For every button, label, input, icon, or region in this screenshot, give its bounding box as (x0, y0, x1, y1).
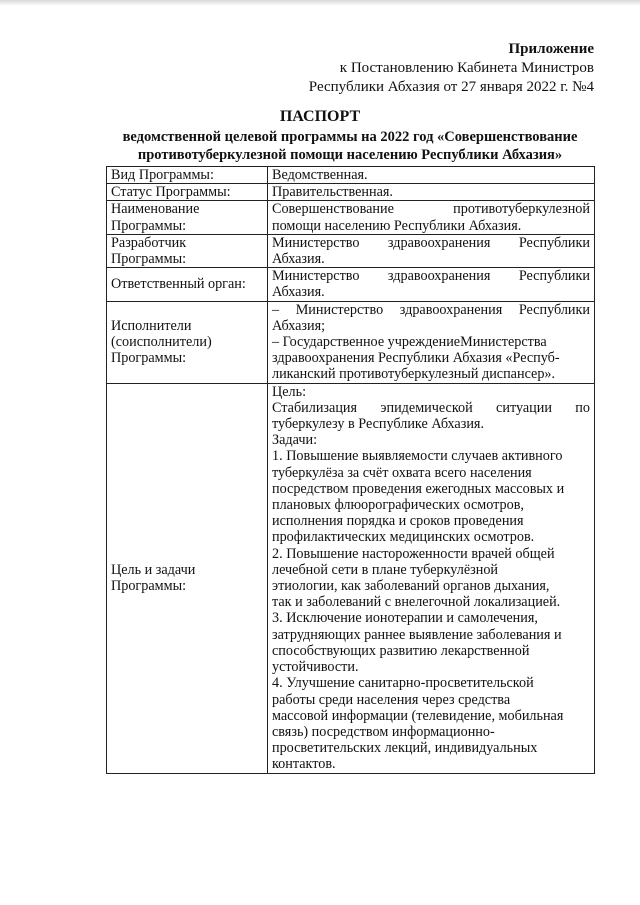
table-row-name (107, 201, 595, 234)
name-label-line: Наименование (111, 201, 200, 218)
table-row-executors (107, 301, 595, 383)
name-value-line: помощи населению Республики Абхазия. (272, 217, 522, 234)
scan-edge-shadow (0, 0, 640, 6)
appendix-line-1: к Постановлению Кабинета Министров (339, 60, 594, 76)
status-label: Статус Программы: (107, 184, 268, 201)
table-row-developer (107, 234, 595, 267)
goals-value-line: 3. Исключение ионотерапии и самолечения, (272, 610, 538, 627)
document-title: ПАСПОРТ (279, 108, 361, 125)
goals-value-line: Цель: (272, 383, 307, 400)
goals-value-line: массовой информации (телевидение, мобильная (272, 707, 564, 724)
responsible-value (268, 268, 595, 301)
goals-label-line: Цель и задачи (111, 561, 196, 578)
executors-value-line: – Министерство здравоохранения Республики (272, 301, 590, 318)
goals-value-line: работы среди населения через средства (272, 691, 511, 708)
name-value (268, 201, 595, 234)
table-row-status (107, 184, 595, 201)
developer-value (268, 234, 595, 267)
responsible-value-line: Абхазия. (272, 284, 325, 301)
goals-value-line: просветительских лекций, индивидуальных (272, 740, 538, 757)
goals-value-line: Задачи: (272, 432, 318, 449)
executors-value-line: здравоохранения Республики Абхазия «Респуб- (272, 350, 560, 367)
goals-value-line: профилактических медицинских осмотров. (272, 529, 535, 546)
developer-label (107, 234, 268, 267)
developer-value-line: Абхазия. (272, 251, 325, 268)
subtitle-line-2: противотуберкулезной помощи населению Республики Абхазия» (137, 147, 563, 163)
goals-value-line: контактов. (272, 756, 336, 773)
name-value-line: Совершенствование противотуберкулезной (272, 201, 590, 218)
appendix-header (309, 40, 594, 97)
executors-label-line: Исполнители (111, 317, 192, 334)
table-row-type (107, 167, 595, 184)
goals-value-line: лечебной сети в плане туберкулёзной (272, 561, 499, 578)
type-value: Ведомственная. (268, 167, 595, 184)
goals-value-line: так и заболеваний с внелегочной локализацией. (272, 594, 561, 611)
goals-value-line: 4. Улучшение санитарно-просветительской (272, 675, 534, 692)
goals-value-line: 2. Повышение настороженности врачей общей (272, 545, 555, 562)
developer-label-line: Разработчик (111, 234, 187, 251)
executors-label-line: Программы: (111, 350, 187, 367)
appendix-heading: Приложение (508, 41, 594, 57)
responsible-label: Ответственный орган: (107, 268, 268, 301)
goals-value-line: устойчивости. (272, 659, 359, 676)
subtitle-line-1: ведомственной целевой программы на 2022 год «Совершенствование (122, 129, 578, 145)
responsible-value-line: Министерство здравоохранения Республики (272, 268, 590, 285)
goals-value-line: исполнения порядка и сроков проведения (272, 513, 524, 530)
developer-label-line: Программы: (111, 251, 187, 268)
goals-value-line: туберкулезу в Республике Абхазия. (272, 416, 484, 433)
goals-value-line: плановых флюорографических осмотров, (272, 497, 524, 514)
name-label (107, 201, 268, 234)
type-label: Вид Программы: (107, 167, 268, 184)
table-row-responsible (107, 268, 595, 301)
passport-table (106, 166, 595, 774)
developer-value-line: Министерство здравоохранения Республики (272, 234, 590, 251)
executors-value-line: – Государственное учреждениеМинистерства (272, 334, 547, 351)
goals-value-line: 1. Повышение выявляемости случаев активного (272, 448, 563, 465)
status-value: Правительственная. (268, 184, 595, 201)
table-row-goals (107, 383, 595, 773)
goals-label (107, 383, 268, 773)
name-label-line: Программы: (111, 217, 187, 234)
goals-value-line: затрудняющих раннее выявление заболевания и (272, 626, 562, 643)
goals-value (268, 383, 595, 773)
goals-label-line: Программы: (111, 578, 187, 595)
executors-value (268, 301, 595, 383)
executors-label (107, 301, 268, 383)
document-subtitle (90, 128, 610, 164)
goals-value-line: туберкулёза за счёт охвата всего населения (272, 464, 532, 481)
appendix-line-2: Республики Абхазия от 27 января 2022 г. №4 (308, 79, 594, 95)
goals-value-line: Стабилизация эпидемической ситуации по (272, 399, 590, 416)
goals-value-line: способствующих развитию лекарственной (272, 642, 530, 659)
goals-value-line: связь) посредством информационно- (272, 723, 495, 740)
goals-value-line: этиологии, как заболеваний органов дыхания, (272, 578, 550, 595)
goals-value-line: посредством проведения ежегодных массовых и (272, 480, 565, 497)
executors-label-line: (соисполнители) (111, 334, 212, 351)
executors-value-line: ликанский противотуберкулезный диспансер». (272, 366, 556, 383)
executors-value-line: Абхазия; (272, 317, 326, 334)
